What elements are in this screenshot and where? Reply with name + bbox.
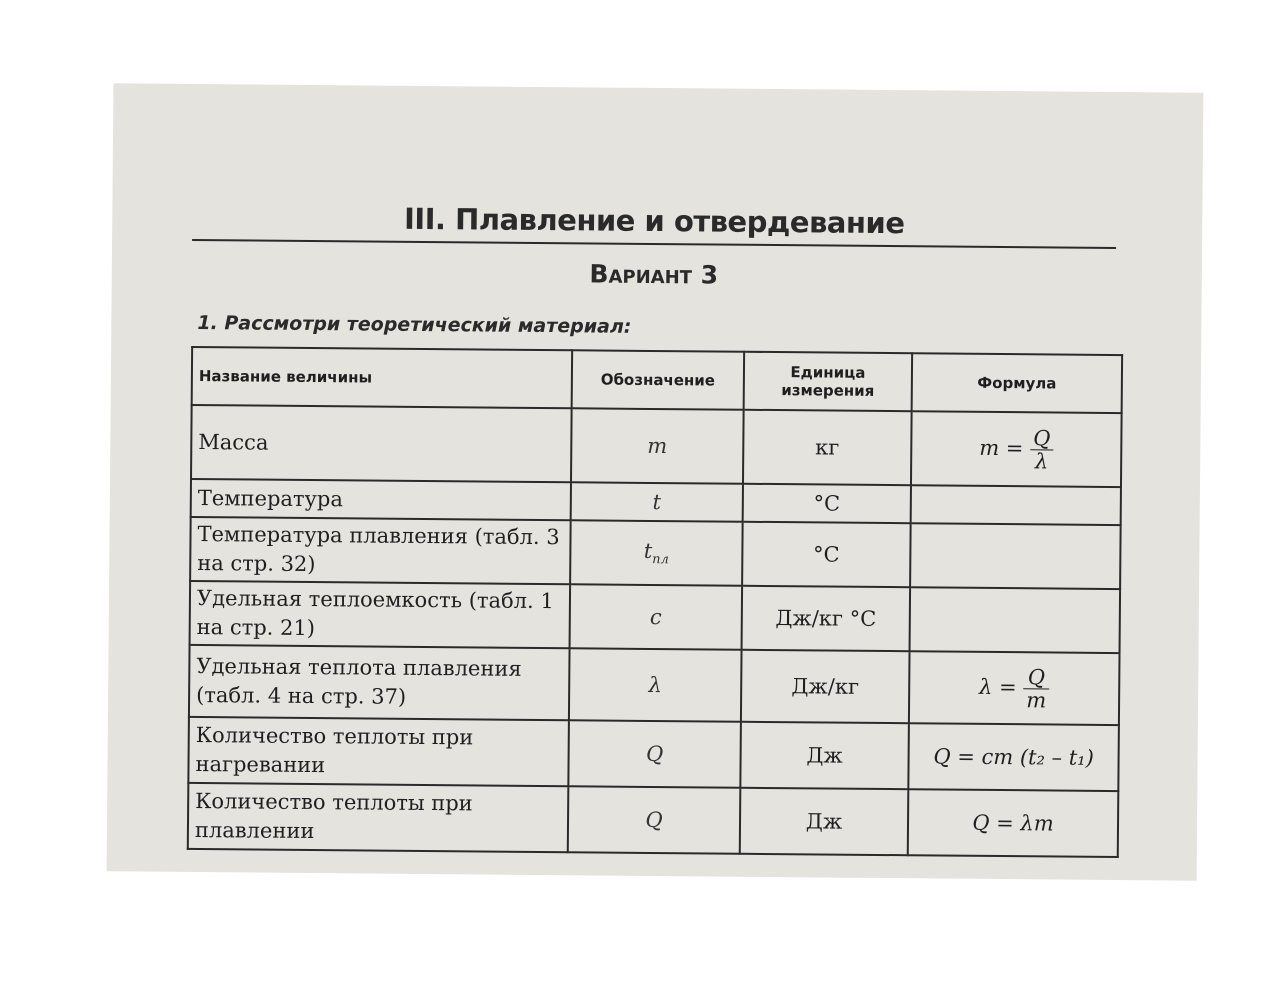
row-formula: Q = cm (t₂ – t₁): [908, 723, 1119, 791]
table-row: [189, 645, 1120, 725]
formula-numerator: Q: [1023, 666, 1049, 689]
variant-heading: Вариант 3: [589, 259, 719, 290]
row-unit: кг: [743, 410, 912, 485]
row-unit: Дж: [740, 788, 909, 855]
row-unit: Дж: [740, 722, 909, 789]
formula-denominator: λ: [1034, 448, 1049, 473]
row-symbol: c: [570, 584, 743, 649]
task-instruction: 1. Рассмотри теоретический материал:: [197, 312, 632, 338]
row-unit: °C: [743, 484, 911, 523]
row-symbol: λ: [569, 648, 742, 721]
formula-denominator: m: [1026, 687, 1047, 712]
row-unit: °C: [742, 522, 911, 587]
quantities-table: [187, 346, 1123, 858]
header-name: Название величины: [192, 347, 572, 408]
row-symbol: m: [571, 408, 744, 483]
formula-fraction: [1030, 427, 1054, 472]
row-symbol: Q: [568, 786, 741, 853]
row-unit: Дж/кг °C: [742, 586, 911, 651]
row-symbol: t: [571, 482, 743, 521]
row-formula-empty: [910, 587, 1121, 653]
formula-fraction: [1023, 666, 1049, 711]
row-name: Удельная теплоемкость (табл. 1 на стр. 21): [190, 581, 571, 648]
section-title: III. Плавление и отвердевание: [403, 201, 905, 241]
table-row: [191, 405, 1122, 487]
row-name: Температура плавления (табл. 3 на стр. 32): [190, 517, 571, 584]
row-formula: Q = λm: [908, 789, 1119, 857]
row-symbol: [570, 520, 743, 585]
row-formula-empty: [910, 523, 1121, 589]
row-name: Количество теплоты при плавлении: [188, 783, 569, 852]
symbol-subscript: пл: [652, 552, 669, 568]
row-symbol: Q: [568, 720, 741, 787]
table-row: [188, 783, 1119, 857]
formula-lhs: λ =: [979, 674, 1017, 699]
row-formula: [909, 651, 1120, 725]
formula-numerator: Q: [1030, 427, 1053, 450]
document-photo: [107, 83, 1204, 880]
header-symbol: Обозначение: [572, 350, 744, 409]
formula-lhs: m =: [979, 435, 1024, 460]
header-formula: Формула: [912, 353, 1122, 413]
row-unit: Дж/кг: [741, 650, 910, 723]
table-row: [190, 517, 1121, 589]
row-formula: [911, 411, 1122, 487]
row-name: Масса: [191, 405, 572, 482]
table-header-row: [192, 347, 1122, 413]
header-unit: Единица измерения: [744, 352, 912, 411]
row-name: Количество теплоты при нагревании: [188, 717, 569, 786]
row-formula-empty: [911, 485, 1121, 525]
symbol-base: t: [643, 538, 653, 563]
row-name: Температура: [191, 479, 571, 520]
table-row: [188, 717, 1119, 791]
row-name: Удельная теплота плавления (табл. 4 на стр. 37): [189, 645, 570, 720]
table-row: [190, 581, 1121, 653]
